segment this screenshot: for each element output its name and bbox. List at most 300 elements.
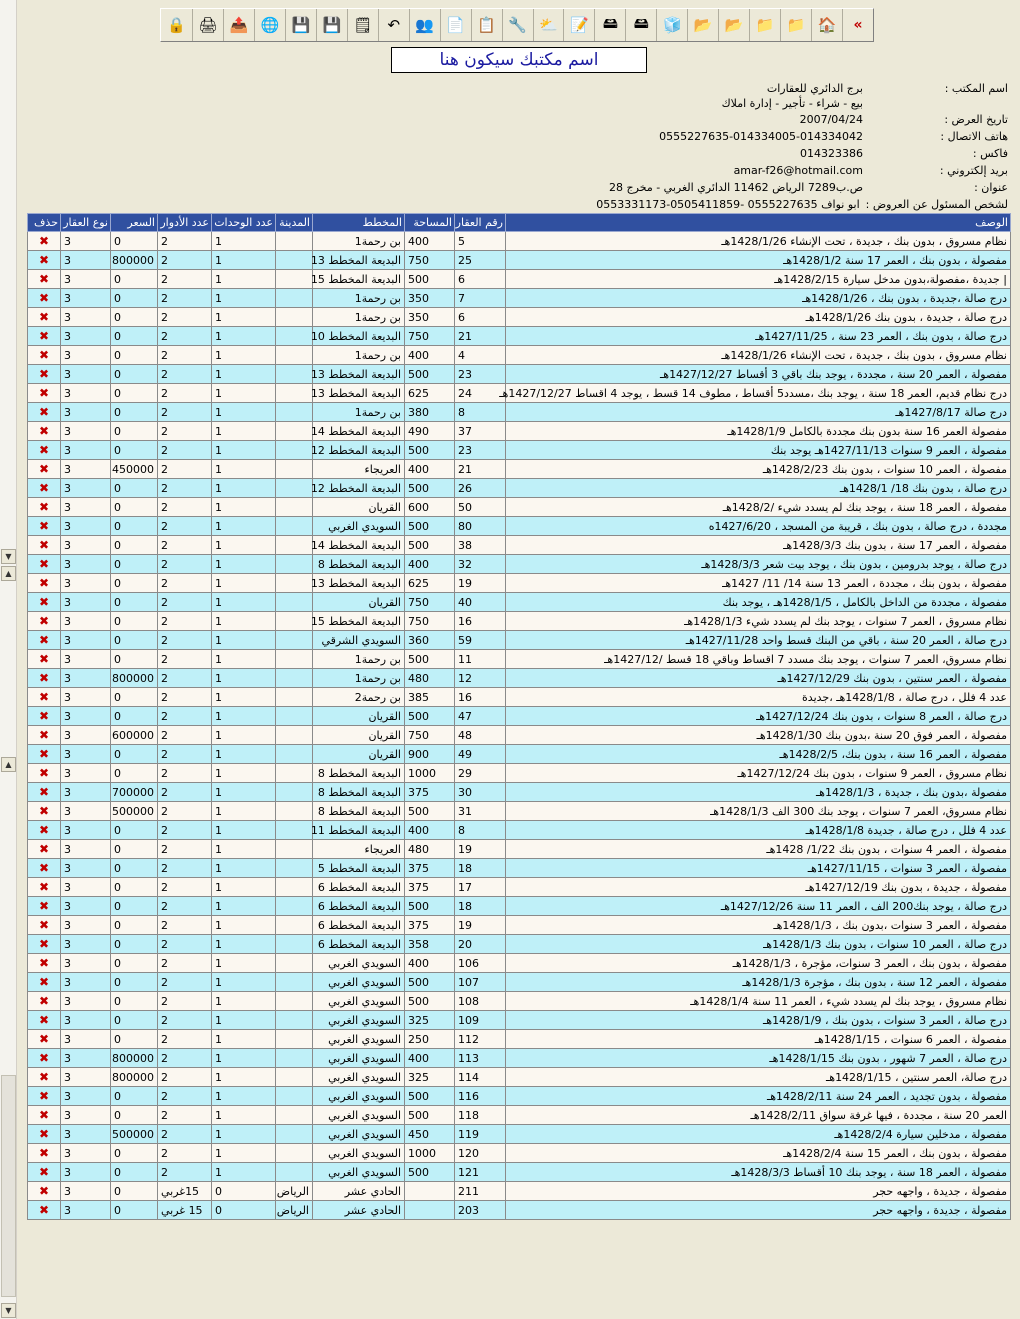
delete-icon[interactable]: ✖: [28, 517, 61, 536]
delete-icon[interactable]: ✖: [28, 992, 61, 1011]
cell-city: [276, 745, 313, 764]
cell-floors: 2: [158, 1125, 212, 1144]
cell-plan: البديعة المخطط 14: [313, 422, 405, 441]
cell-area: 400: [405, 346, 455, 365]
cell-units: 1: [212, 403, 276, 422]
cell-floors: 15 غربي: [158, 1201, 212, 1220]
table-row[interactable]: [28, 992, 1011, 1011]
cell-area: 500: [405, 479, 455, 498]
scroll-down-button-lower[interactable]: ▼: [1, 1303, 16, 1318]
cell-floors: 2: [158, 1163, 212, 1182]
scroll-up-button[interactable]: ▲: [1, 566, 16, 581]
cell-floors: 2: [158, 498, 212, 517]
cell-units: 1: [212, 821, 276, 840]
cell-property-id: 20: [455, 935, 506, 954]
cell-floors: 2: [158, 802, 212, 821]
cell-city: [276, 1144, 313, 1163]
cell-description: نظام مسروق، العمر 7 سنوات ، يوجد بنك 300 الف 1428/1/3هـ: [506, 802, 1011, 821]
cell-description: مفصولة ، مدخلين سيارة 1428/2/4هـ: [506, 1125, 1011, 1144]
table-row[interactable]: [28, 479, 1011, 498]
cell-price: 0: [111, 745, 158, 764]
delete-icon[interactable]: ✖: [28, 1068, 61, 1087]
cell-description: مفصولة ، مجددة من الداخل بالكامل ، 1428/1/5هـ ، يوجد بنك: [506, 593, 1011, 612]
cell-area: 490: [405, 422, 455, 441]
table-row[interactable]: [28, 232, 1011, 251]
table-row[interactable]: [28, 707, 1011, 726]
cell-plan: القريان: [313, 745, 405, 764]
cell-plan: السويدي الغربي: [313, 1068, 405, 1087]
cell-plan: القريان: [313, 726, 405, 745]
delete-icon[interactable]: ✖: [28, 1049, 61, 1068]
delete-icon[interactable]: ✖: [28, 878, 61, 897]
delete-icon[interactable]: ✖: [28, 555, 61, 574]
delete-icon[interactable]: ✖: [28, 783, 61, 802]
cell-area: 400: [405, 460, 455, 479]
cell-plan: البديعة المخطط 15: [313, 270, 405, 289]
home-icon[interactable]: 🏠: [811, 9, 842, 41]
delete-icon[interactable]: ✖: [28, 1087, 61, 1106]
drive-icon[interactable]: 🖴: [594, 9, 625, 41]
header-plan[interactable]: المخطط: [313, 214, 405, 232]
delete-icon[interactable]: ✖: [28, 897, 61, 916]
cell-property-id: 31: [455, 802, 506, 821]
network-icon[interactable]: 🌐: [254, 9, 285, 41]
lock-icon[interactable]: 🔒: [167, 16, 186, 34]
cell-units: 1: [212, 897, 276, 916]
cell-city: [276, 1087, 313, 1106]
table-row[interactable]: [28, 327, 1011, 346]
cell-property-id: 109: [455, 1011, 506, 1030]
cell-units: 1: [212, 270, 276, 289]
cell-price: 0: [111, 422, 158, 441]
office-name-label: اسم المكتب :: [944, 82, 1008, 95]
delete-icon[interactable]: ✖: [28, 289, 61, 308]
cell-city: [276, 688, 313, 707]
table-row[interactable]: [28, 251, 1011, 270]
table-row[interactable]: [28, 270, 1011, 289]
scroll-thumb[interactable]: [1, 1075, 16, 1297]
table-row[interactable]: [28, 1125, 1011, 1144]
table-row[interactable]: [28, 574, 1011, 593]
delete-icon[interactable]: ✖: [28, 1011, 61, 1030]
cell-property-type: 3: [61, 232, 111, 251]
save-as-icon[interactable]: 💾: [316, 9, 347, 41]
cell-units: 1: [212, 992, 276, 1011]
scroll-down-button[interactable]: ▼: [1, 549, 16, 564]
table-row[interactable]: [28, 1201, 1011, 1220]
table-row[interactable]: [28, 1049, 1011, 1068]
table-row[interactable]: [28, 650, 1011, 669]
table-row[interactable]: [28, 365, 1011, 384]
cell-property-id: 8: [455, 821, 506, 840]
cell-units: 1: [212, 1011, 276, 1030]
table-row[interactable]: [28, 1163, 1011, 1182]
cell-area: 450: [405, 1125, 455, 1144]
cell-property-id: 119: [455, 1125, 506, 1144]
cell-price: 0: [111, 840, 158, 859]
cell-price: 0: [111, 441, 158, 460]
table-row[interactable]: [28, 1030, 1011, 1049]
table-row[interactable]: [28, 536, 1011, 555]
cell-property-type: 3: [61, 365, 111, 384]
cell-property-id: 47: [455, 707, 506, 726]
table-row[interactable]: [28, 346, 1011, 365]
delete-icon[interactable]: ✖: [28, 1125, 61, 1144]
cell-floors: 2: [158, 365, 212, 384]
cell-property-id: 118: [455, 1106, 506, 1125]
cell-property-type: 3: [61, 498, 111, 517]
cell-plan: البديعة المخطط 12: [313, 441, 405, 460]
cell-description: درج صالة 1427/8/17هـ: [506, 403, 1011, 422]
cell-plan: بن رحمة1: [313, 669, 405, 688]
cell-area: 500: [405, 650, 455, 669]
tools-icon[interactable]: 🔧: [502, 9, 533, 41]
table-row[interactable]: [28, 954, 1011, 973]
delete-icon[interactable]: ✖: [28, 916, 61, 935]
cell-price: 0: [111, 650, 158, 669]
cell-area: 400: [405, 1049, 455, 1068]
cell-description: درج صالة ، جديدة ، بدون بنك 1428/1/26هـ: [506, 308, 1011, 327]
delete-icon[interactable]: ✖: [28, 384, 61, 403]
cell-floors: 2: [158, 954, 212, 973]
cell-price: 0: [111, 897, 158, 916]
cell-property-id: 116: [455, 1087, 506, 1106]
cell-description: مفصولة ، العمر 10 سنوات ، بدون بنك 1428/2/23هـ: [506, 460, 1011, 479]
table-row[interactable]: [28, 498, 1011, 517]
folder-cyan-icon[interactable]: 📂: [687, 9, 718, 41]
cell-price: 0: [111, 327, 158, 346]
cell-property-type: 3: [61, 897, 111, 916]
cell-plan: السويدي الغربي: [313, 1144, 405, 1163]
delete-icon[interactable]: ✖: [28, 232, 61, 251]
drive-export-icon[interactable]: 🖴: [625, 9, 656, 41]
delete-icon[interactable]: ✖: [28, 726, 61, 745]
delete-icon[interactable]: ✖: [28, 669, 61, 688]
note-icon[interactable]: 🗒: [347, 9, 378, 41]
header-city[interactable]: المدينة: [276, 214, 313, 232]
delete-icon[interactable]: ✖: [28, 422, 61, 441]
users-icon[interactable]: 👥: [409, 9, 440, 41]
cell-units: 1: [212, 783, 276, 802]
cell-property-id: 7: [455, 289, 506, 308]
cell-area: 500: [405, 992, 455, 1011]
delete-icon[interactable]: ✖: [28, 1106, 61, 1125]
table-row[interactable]: [28, 878, 1011, 897]
cubes-icon[interactable]: 🧊: [656, 9, 687, 41]
header-units[interactable]: عدد الوحدات: [212, 214, 276, 232]
folder-red-icon[interactable]: 📁: [780, 9, 811, 41]
cell-city: [276, 346, 313, 365]
delete-icon[interactable]: ✖: [28, 973, 61, 992]
cell-price: 0: [111, 232, 158, 251]
delete-icon[interactable]: ✖: [28, 365, 61, 384]
cell-property-type: 3: [61, 1011, 111, 1030]
cell-description: مفصولة ، جديدة ، واجهه حجر: [506, 1201, 1011, 1220]
cell-area: 350: [405, 289, 455, 308]
cell-plan: القريان: [313, 707, 405, 726]
cell-units: 1: [212, 859, 276, 878]
cell-property-id: 8: [455, 403, 506, 422]
delete-icon[interactable]: ✖: [28, 308, 61, 327]
cell-property-id: 23: [455, 441, 506, 460]
table-row[interactable]: [28, 422, 1011, 441]
back-nav-icon[interactable]: «: [842, 9, 873, 41]
delete-icon[interactable]: ✖: [28, 688, 61, 707]
export-icon[interactable]: 📤: [223, 9, 254, 41]
table-row[interactable]: [28, 783, 1011, 802]
table-row[interactable]: [28, 764, 1011, 783]
cell-floors: 2: [158, 1011, 212, 1030]
cell-price: 0: [111, 1087, 158, 1106]
weather-icon[interactable]: ⛅: [533, 9, 564, 41]
cell-plan: البديعة المخطط 12: [313, 479, 405, 498]
cell-plan: السويدي الغربي: [313, 973, 405, 992]
table-row[interactable]: [28, 688, 1011, 707]
cell-area: 360: [405, 631, 455, 650]
cell-property-id: 21: [455, 327, 506, 346]
table-row[interactable]: [28, 308, 1011, 327]
cell-description: نظام مسروق ، العمر 9 سنوات ، بدون بنك 1427/12/24هـ: [506, 764, 1011, 783]
delete-icon[interactable]: ✖: [28, 1144, 61, 1163]
cell-city: [276, 1011, 313, 1030]
cell-plan: القريان: [313, 593, 405, 612]
cell-city: [276, 593, 313, 612]
cell-area: 375: [405, 878, 455, 897]
cell-floors: 2: [158, 251, 212, 270]
delete-icon[interactable]: ✖: [28, 1182, 61, 1201]
undo-icon[interactable]: ↶: [378, 9, 409, 41]
cell-property-type: 3: [61, 403, 111, 422]
table-row[interactable]: [28, 1106, 1011, 1125]
table-row[interactable]: [28, 840, 1011, 859]
cell-property-type: 3: [61, 384, 111, 403]
edit-document-icon[interactable]: 📝: [563, 9, 594, 41]
delete-icon[interactable]: ✖: [28, 1201, 61, 1220]
phone-label: هاتف الاتصال :: [940, 130, 1008, 143]
cell-property-type: 3: [61, 840, 111, 859]
cell-floors: 2: [158, 555, 212, 574]
cell-property-type: 3: [61, 783, 111, 802]
cell-area: 500: [405, 536, 455, 555]
delete-icon[interactable]: ✖: [28, 479, 61, 498]
cell-city: [276, 650, 313, 669]
table-row[interactable]: [28, 593, 1011, 612]
delete-icon[interactable]: ✖: [28, 346, 61, 365]
cell-floors: 2: [158, 1049, 212, 1068]
cell-price: 0: [111, 612, 158, 631]
cell-city: [276, 764, 313, 783]
delete-icon[interactable]: ✖: [28, 745, 61, 764]
header-property-id[interactable]: رقم العقار: [455, 214, 506, 232]
delete-icon[interactable]: ✖: [28, 498, 61, 517]
folder-blue-icon[interactable]: 📁: [749, 9, 780, 41]
table-row[interactable]: [28, 1068, 1011, 1087]
delete-icon[interactable]: ✖: [28, 612, 61, 631]
cell-area: 625: [405, 574, 455, 593]
office-name-row: [408, 80, 1008, 97]
delete-icon[interactable]: ✖: [28, 270, 61, 289]
cell-floors: 2: [158, 308, 212, 327]
delete-icon[interactable]: ✖: [28, 1030, 61, 1049]
header-price[interactable]: السعر: [111, 214, 158, 232]
cell-description: درج صالة ، العمر 8 سنوات ، بدون بنك 1427/12/24هـ: [506, 707, 1011, 726]
cell-property-type: 3: [61, 954, 111, 973]
cell-description: مفصولة العمر 16 سنة بدون بنك مجددة بالكامل 1428/1/9هـ: [506, 422, 1011, 441]
cell-price: 800000: [111, 1049, 158, 1068]
header-area[interactable]: المساحة: [405, 214, 455, 232]
header-floors[interactable]: عدد الأدوار: [158, 214, 212, 232]
cell-floors: 2: [158, 992, 212, 1011]
cell-description: مفصولة ، العمر 3 سنوات ،بدون بنك ، 1428/1/3هـ: [506, 916, 1011, 935]
cell-price: 0: [111, 365, 158, 384]
delete-icon[interactable]: ✖: [28, 840, 61, 859]
table-row[interactable]: [28, 1087, 1011, 1106]
delete-icon[interactable]: ✖: [28, 707, 61, 726]
cell-units: 1: [212, 764, 276, 783]
cell-description: درج صالة ، العمر 20 سنة ، باقي من البنك قسط واحد 1427/11/28هـ: [506, 631, 1011, 650]
cell-units: 0: [212, 1182, 276, 1201]
cell-units: 1: [212, 327, 276, 346]
cell-floors: 2: [158, 422, 212, 441]
delete-icon[interactable]: ✖: [28, 954, 61, 973]
save-icon[interactable]: 💾: [285, 9, 316, 41]
cell-property-id: 108: [455, 992, 506, 1011]
table-row[interactable]: [28, 669, 1011, 688]
cell-property-id: 18: [455, 859, 506, 878]
delete-icon[interactable]: ✖: [28, 935, 61, 954]
cell-city: [276, 251, 313, 270]
cell-city: [276, 707, 313, 726]
delete-icon[interactable]: ✖: [28, 403, 61, 422]
cell-price: 0: [111, 821, 158, 840]
table-row[interactable]: [28, 821, 1011, 840]
table-row[interactable]: [28, 289, 1011, 308]
cell-property-id: 211: [455, 1182, 506, 1201]
table-row[interactable]: [28, 460, 1011, 479]
header-property-type[interactable]: نوع العقار: [61, 214, 111, 232]
cell-units: 0: [212, 1201, 276, 1220]
table-row[interactable]: [28, 973, 1011, 992]
cell-description: مفصولة ،بدون بنك ، جديدة ، 1428/1/3هـ: [506, 783, 1011, 802]
cell-price: 0: [111, 384, 158, 403]
cell-area: 900: [405, 745, 455, 764]
cell-property-id: 6: [455, 308, 506, 327]
cell-units: 1: [212, 574, 276, 593]
date-label: تاريخ العرض :: [944, 113, 1008, 126]
cell-price: 0: [111, 289, 158, 308]
scroll-up-button-lower[interactable]: ▲: [1, 757, 16, 772]
cell-area: 375: [405, 859, 455, 878]
cell-property-id: 16: [455, 612, 506, 631]
table-row[interactable]: [28, 384, 1011, 403]
table-row[interactable]: [28, 897, 1011, 916]
delete-icon[interactable]: ✖: [28, 593, 61, 612]
cell-property-type: 3: [61, 517, 111, 536]
table-row[interactable]: [28, 1144, 1011, 1163]
delete-icon[interactable]: ✖: [28, 327, 61, 346]
table-row[interactable]: [28, 726, 1011, 745]
cell-description: مفصولة ، جديدة ، بدون بنك 1427/12/19هـ: [506, 878, 1011, 897]
cell-area: 625: [405, 384, 455, 403]
delete-icon[interactable]: ✖: [28, 1163, 61, 1182]
delete-icon[interactable]: ✖: [28, 631, 61, 650]
cell-property-id: 23: [455, 365, 506, 384]
table-row[interactable]: [28, 802, 1011, 821]
folder-yellow-icon[interactable]: 📂: [718, 9, 749, 41]
phone-row: [408, 128, 1008, 145]
table-row[interactable]: [28, 555, 1011, 574]
cell-price: 0: [111, 973, 158, 992]
delete-icon[interactable]: ✖: [28, 574, 61, 593]
delete-icon[interactable]: ✖: [28, 764, 61, 783]
cell-area: 500: [405, 365, 455, 384]
cell-floors: 2: [158, 650, 212, 669]
cell-description: درج صالة ، العمر 7 شهور ، بدون بنك 1428/1/15هـ: [506, 1049, 1011, 1068]
cell-property-id: 203: [455, 1201, 506, 1220]
delete-icon[interactable]: ✖: [28, 536, 61, 555]
office-name-banner: اسم مكتبك سيكون هنا: [391, 47, 647, 73]
delete-icon[interactable]: ✖: [28, 441, 61, 460]
office-activity-value: بيع - شراء - تأجير - إدارة املاك: [721, 97, 863, 110]
cell-city: [276, 574, 313, 593]
table-row[interactable]: [28, 631, 1011, 650]
delete-icon[interactable]: ✖: [28, 460, 61, 479]
table-row[interactable]: [28, 916, 1011, 935]
table-row[interactable]: [28, 859, 1011, 878]
cell-area: 750: [405, 327, 455, 346]
table-row[interactable]: [28, 1011, 1011, 1030]
cell-plan: البديعة المخطط 6: [313, 897, 405, 916]
header-description[interactable]: الوصف: [506, 214, 1011, 232]
table-row[interactable]: [28, 517, 1011, 536]
table-row[interactable]: [28, 745, 1011, 764]
table-row[interactable]: [28, 441, 1011, 460]
delete-icon[interactable]: ✖: [28, 821, 61, 840]
cell-floors: 2: [158, 916, 212, 935]
clipboard-icon[interactable]: 📋: [471, 9, 502, 41]
cell-units: 1: [212, 973, 276, 992]
delete-icon[interactable]: ✖: [28, 650, 61, 669]
table-row[interactable]: [28, 1182, 1011, 1201]
print-icon[interactable]: 🖨: [192, 9, 223, 41]
table-row[interactable]: [28, 403, 1011, 422]
vertical-scrollbar[interactable]: [0, 0, 17, 1319]
delete-icon[interactable]: ✖: [28, 802, 61, 821]
table-row[interactable]: [28, 935, 1011, 954]
cell-property-id: 32: [455, 555, 506, 574]
cell-price: 0: [111, 878, 158, 897]
cell-area: 480: [405, 669, 455, 688]
delete-icon[interactable]: ✖: [28, 859, 61, 878]
cell-property-type: 3: [61, 707, 111, 726]
address-row: [408, 179, 1008, 196]
cell-plan: البديعة المخطط 13: [313, 384, 405, 403]
cell-city: [276, 384, 313, 403]
form-edit-icon[interactable]: 📄: [440, 9, 471, 41]
cell-area: 500: [405, 517, 455, 536]
office-name-value: برج الدائري للعقارات: [766, 82, 863, 95]
cell-description: مفصولة ، العمر سنتين ، بدون بنك 1427/12/29هـ: [506, 669, 1011, 688]
cell-floors: 2: [158, 631, 212, 650]
contact-value: ابو نواف 0555227635 -0505411859-0553331173: [596, 198, 860, 211]
cell-area: 500: [405, 1163, 455, 1182]
cell-area: [405, 1182, 455, 1201]
delete-icon[interactable]: ✖: [28, 251, 61, 270]
cell-description: درج صالة ،جديدة ، بدون بنك ، 1428/1/26هـ: [506, 289, 1011, 308]
table-row[interactable]: [28, 612, 1011, 631]
cell-plan: بن رحمة1: [313, 403, 405, 422]
cell-city: [276, 992, 313, 1011]
